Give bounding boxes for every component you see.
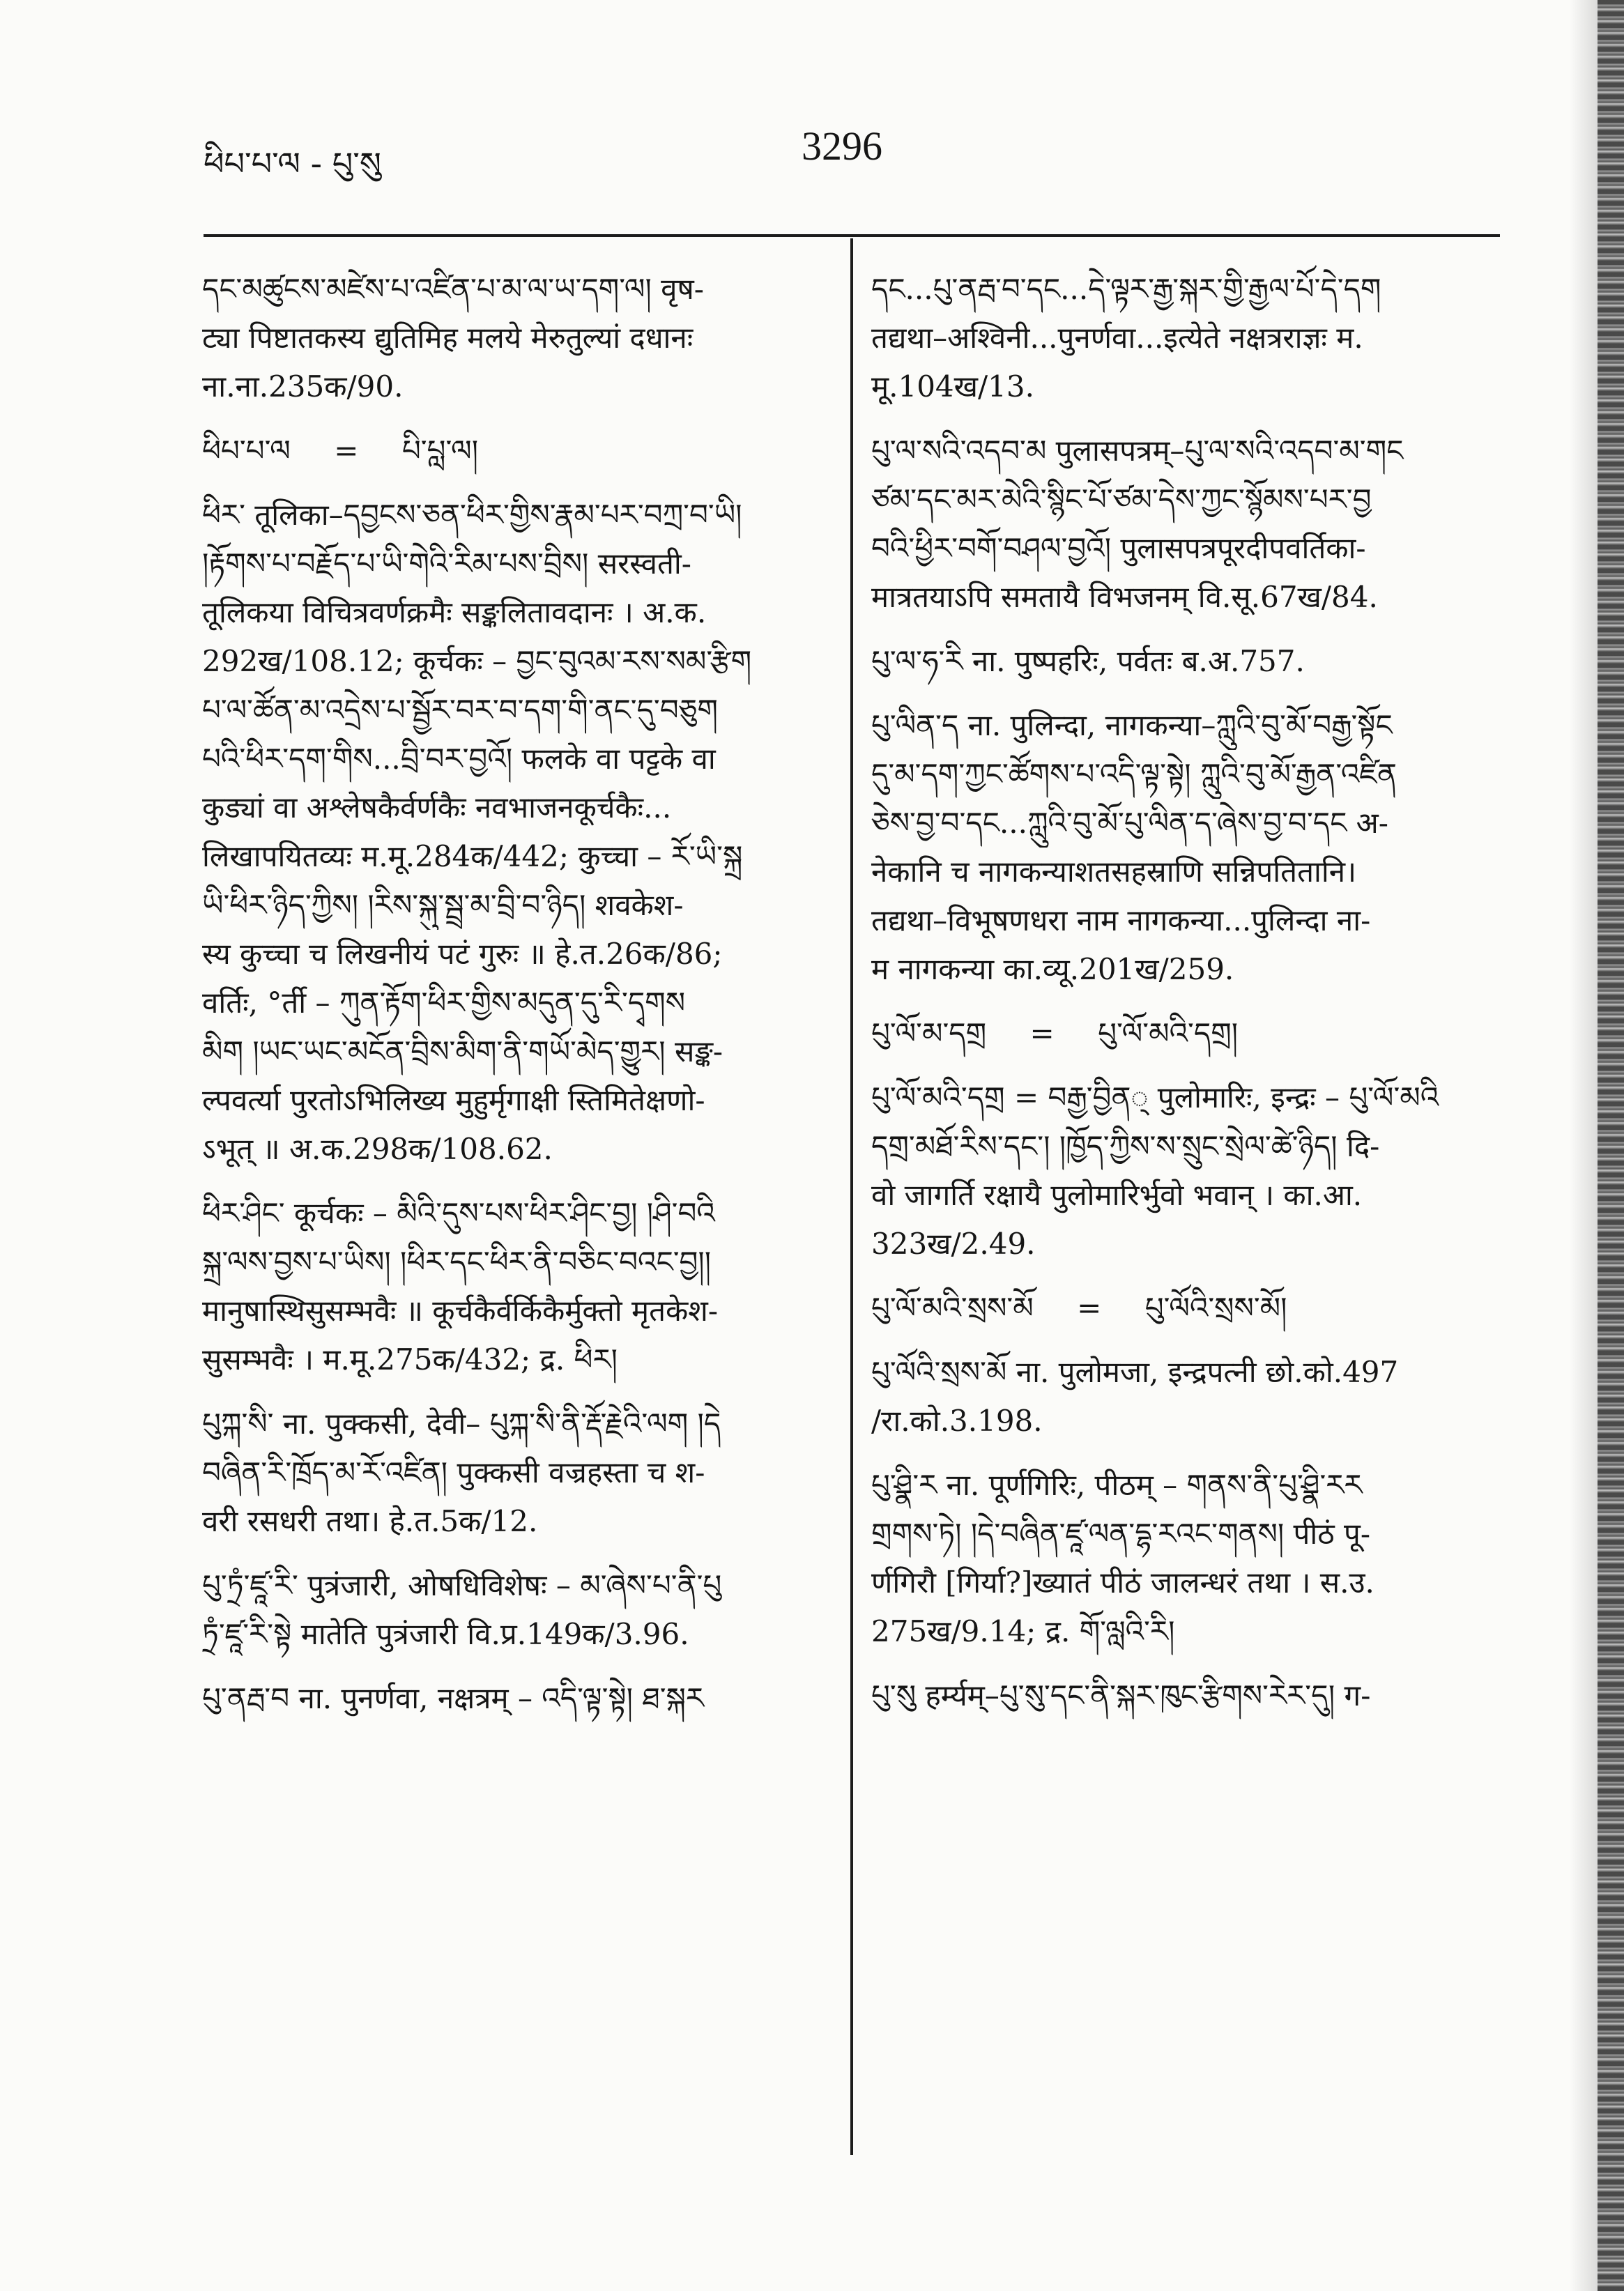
entry-line: པུ་ལོའི་སྲས་མོ ना. पुलोमजा, इन्द्रपत्नी छो.को.497: [871, 1355, 1399, 1389]
entry-line: པུ་ཏྲཾ་ཛཱ་རི་ पुत्रंजारी, ओषधिविशेषः – མ་ཞེས་པ་ནི་པུ: [202, 1568, 722, 1602]
entry-line: ཅེས་བྱ་བ་དང...ཀླུའི་བུ་མོ་པུ་ལིན་ད་ཞེས་བྱ་བ་དང अ-: [871, 806, 1388, 840]
entry-line: ल्पवर्त्या पुरतोऽभिलिख्य मुहुर्मृगाक्षी स्तिमितेक्षणो-: [202, 1083, 705, 1117]
entry-line: मानुषास्थिसुसम्भवैः ॥ कूर्चकैर्वर्किकैर्मुक्तो मृतकेश-: [202, 1294, 719, 1328]
entry-line: मू.104ख/13.: [871, 369, 1034, 404]
entry-line: तूलिकया विचित्रवर्णक्रमैः सङ्कलितावदानः । अ.क.: [202, 595, 707, 629]
entry-line: པུ་ནརྦ་བ ना. पुनर्णवा, नक्षत्रम् – འདི་ལྟ་སྟེ། ཐ་སྐར: [202, 1681, 705, 1715]
entry-line: པུ་ལ་ཧ་རི ना. पुष्पहरिः, पर्वतः ब.अ.757.: [871, 644, 1305, 678]
entry-line: ཕིར་ཤིང་ कूर्चकः – མིའི་དུས་པས་ཕིར་ཤིང་བྱ། །ཤི་བའི: [202, 1196, 715, 1230]
scanned-page-edge: [1598, 0, 1624, 2291]
entry-line: གྲགས་ཏེ། །དེ་བཞིན་ཛཱ་ལན་དྷ་རའང་གནས། पीठं पू-: [871, 1517, 1371, 1551]
entry-line: वर्तिः, °र्ती – ཀུན་རྟོག་ཕིར་གྱིས་མདུན་དུ་རི་དྭགས: [202, 986, 686, 1020]
cross-reference-target: པི་པླ་ལ།: [401, 434, 479, 468]
dictionary-entry: [202, 265, 829, 411]
left-column: [202, 265, 829, 1738]
entry-line: ཕིར་ तूलिका–དབྱངས་ཅན་ཕིར་གྱིས་རྣམ་པར་བཀྲ་བ་ཡི།: [202, 498, 742, 532]
entry-line: དགྲ་མཐོ་རིས་དང་། །ཁྱོད་ཀྱིས་ས་སྲུང་སྲེལ་ཚེ་ཉིད། दि-: [871, 1129, 1380, 1163]
entry-line: དང...པུ་ནརྦ་བ་དང...དེ་ལྟར་རྒྱ་སྐར་གྱི་རྒྱལ་པོ་དེ་དག: [871, 272, 1381, 306]
dictionary-entry: [871, 1009, 1499, 1058]
entry-line: ना.ना.235क/90.: [202, 369, 404, 404]
entry-line: र्णगिरौ [गिर्या?]ख्यातं पीठं जालन्धरं तथा । स.उ.: [871, 1565, 1374, 1600]
running-head: ཕིཔ་པ་ལ - པུ་སུ: [204, 145, 381, 183]
dictionary-entry: [871, 1671, 1499, 1720]
entry-line: པ་ལ་ཚོན་མ་འདྲེས་པ་སྦྱོར་བར་བ་དག་གི་ནང་དུ་བཅུག: [202, 693, 718, 727]
entry-line: सुसम्भवैः । म.मू.275क/432; द्र. ཕིར།: [202, 1342, 618, 1377]
page-edge-shadow: [1570, 0, 1598, 2291]
dictionary-entry: [871, 1284, 1499, 1333]
entry-line: པུ་ལ་སའི་འདབ་མ पुलासपत्रम्–པུ་ལ་སའི་འདབ་མ་གང: [871, 434, 1404, 468]
entry-line: སྐྲ་ལས་བྱས་པ་ཡིས། །ཕིར་དང་ཕིར་ནི་བཅིང་བའང་བྱ།།: [202, 1245, 712, 1279]
equals-sign: =: [1077, 1291, 1102, 1325]
dictionary-entry: [871, 1348, 1499, 1446]
dictionary-entry: [202, 427, 829, 475]
entry-line: कुड्यां वा अश्लेषकैर्वर्णकैः नवभाजनकूर्चकैः...: [202, 790, 672, 825]
entry-line: བའི་ཕྱིར་བགོ་བཤལ་བྱའོ། पुलासपत्रपूरदीपवर्तिका-: [871, 531, 1366, 565]
entry-line: དུ་མ་དག་ཀྱང་ཚོགས་པ་འདི་ལྟ་སྟེ། ཀླུའི་བུ་མོ་རྒྱན་འཛིན: [871, 757, 1397, 791]
equals-sign: =: [334, 434, 359, 468]
entry-line: 275ख/9.14; द्र. གོ་ལླའི་རི།: [871, 1614, 1175, 1648]
dictionary-entry: [871, 701, 1499, 994]
entry-headword: པུ་ལོ་མ་དགྲ: [871, 1016, 987, 1050]
cross-reference-target: པུ་ལོའི་སྲས་མོ།: [1144, 1291, 1287, 1325]
entry-line: ཡི་ཕིར་ཉིད་ཀྱིས། །རིས་སྐུ་སྦྲ་མ་བྲི་བ་ཉིད། शवकेश-: [202, 888, 684, 922]
right-column: [871, 265, 1499, 1736]
entry-line: म नागकन्या का.व्यू.201ख/259.: [871, 952, 1234, 986]
entry-line: ट्या पिष्टातकस्य द्युतिमिह मलये मेरुतुल्यां दधानः: [202, 321, 694, 355]
cross-reference-line: [202, 427, 829, 475]
column-divider: [850, 238, 853, 2155]
entry-line: བཞིན་རི་ཁྲོད་མ་རོ་འཛིན། पुक्कसी वज्रहस्ता च श-: [202, 1455, 705, 1489]
entry-line: स्य कुच्चा च लिखनीयं पटं गुरुः ॥ हे.त.26क/86;: [202, 937, 723, 971]
entry-line: 323ख/2.49.: [871, 1227, 1036, 1261]
dictionary-entry: [871, 1461, 1499, 1656]
entry-line: 292ख/108.12; कूर्चकः – བྱང་བུའམ་རས་སམ་རྩིག: [202, 644, 752, 678]
entry-line: པུ་ལིན་ད ना. पुलिन्दा, नागकन्या–ཀླུའི་བུ་མོ་བརྒྱ་སྟོང: [871, 708, 1393, 742]
dictionary-entry: [202, 1674, 829, 1723]
dictionary-entry: [202, 491, 829, 1174]
entry-headword: ཕིཔ་པ་ལ: [202, 434, 291, 468]
dictionary-entry: [871, 265, 1499, 411]
entry-line: तद्यथा–विभूषणधरा नाम नागकन्या...पुलिन्दा ना-: [871, 903, 1371, 937]
entry-line: ऽभूत् ॥ अ.क.298क/108.62.: [202, 1132, 553, 1166]
entry-line: नेकानि च नागकन्याशतसहस्राणि सन्निपतितानि।: [871, 855, 1357, 889]
entry-line: वो जागर्ति रक्षायै पुलोमारिर्भुवो भवान् । का.आ.: [871, 1178, 1363, 1212]
entry-line: /रा.को.3.198.: [871, 1404, 1043, 1438]
entry-line: །རྟོགས་པ་བརྗོད་པ་ཡི་གེའི་རིམ་པས་བྲིས། सरस्वती-: [202, 546, 691, 581]
entry-line: वरी रसधरी तथा। हे.त.5क/12.: [202, 1504, 538, 1538]
entry-line: ཏྲཾ་ཛཱ་རི་སྟེ मातेति पुत्रंजारी वि.प्र.149क/3.96.: [202, 1617, 689, 1651]
entry-line: པའི་ཕིར་དག་གིས...བྲི་བར་བྱའོ། फलके वा पट्टके वा: [202, 742, 716, 776]
cross-reference-target: པུ་ལོ་མའི་དགྲ།: [1098, 1016, 1239, 1050]
entry-line: པུཀྐ་སི་ ना. पुक्कसी, देवी– པུཀྐ་སི་ནི་རྡོ་རྗེའི་ལག །དེ: [202, 1407, 721, 1441]
dictionary-entry: [871, 427, 1499, 622]
header-rule: [204, 234, 1500, 237]
dictionary-entry: [871, 1073, 1499, 1269]
entry-line: དང་མཚུངས་མཛེས་པ་འཛིན་པ་མ་ལ་ཡ་དག་ལ། वृष-: [202, 272, 704, 306]
entry-line: तद्यथा–अश्विनी...पुनर्णवा...इत्येते नक्षत्रराज्ञः म.: [871, 321, 1363, 355]
entry-line: མིག །ཡང་ཡང་མངོན་བྲིས་མིག་ནི་གཡོ་མེད་གྱུར། सङ्क-: [202, 1034, 723, 1068]
entry-line: པུ་ལོ་མའི་དགྲ = བརྒྱ་བྱིན् पुलोमारिः, इन्द्रः – པུ་ལོ་མའི: [871, 1080, 1439, 1114]
page-number: 3296: [802, 123, 882, 169]
dictionary-entry: [202, 1400, 829, 1546]
equals-sign: =: [1029, 1016, 1055, 1050]
entry-headword: པུ་ལོ་མའི་སྲས་མོ: [871, 1291, 1034, 1325]
dictionary-entry: [202, 1561, 829, 1659]
cross-reference-line: [871, 1009, 1499, 1058]
cross-reference-line: [871, 1284, 1499, 1333]
entry-line: लिखापयितव्यः म.मू.284क/442; कुच्चा – རོ་ཡི་སྐྲ: [202, 839, 743, 873]
entry-line: པུ་ཤྣི་ར ना. पूर्णगिरिः, पीठम् – གནས་ནི་པུ་ཤྣི་རར: [871, 1468, 1363, 1502]
entry-line: པུ་སུ हर्म्यम्–པུ་སུ་དང་ནི་སྐར་ཁུང་རྩིགས་རེར་དུ། ग-: [871, 1678, 1371, 1712]
dictionary-entry: [871, 637, 1499, 686]
dictionary-entry: [202, 1189, 829, 1384]
entry-line: मात्रतयाऽपि समतायै विभजनम् वि.सू.67ख/84.: [871, 580, 1378, 614]
entry-line: ཙམ་དང་མར་མེའི་སྙིང་པོ་ཙམ་དེས་ཀྱང་སྙོམས་པར་བྱ: [871, 482, 1372, 516]
